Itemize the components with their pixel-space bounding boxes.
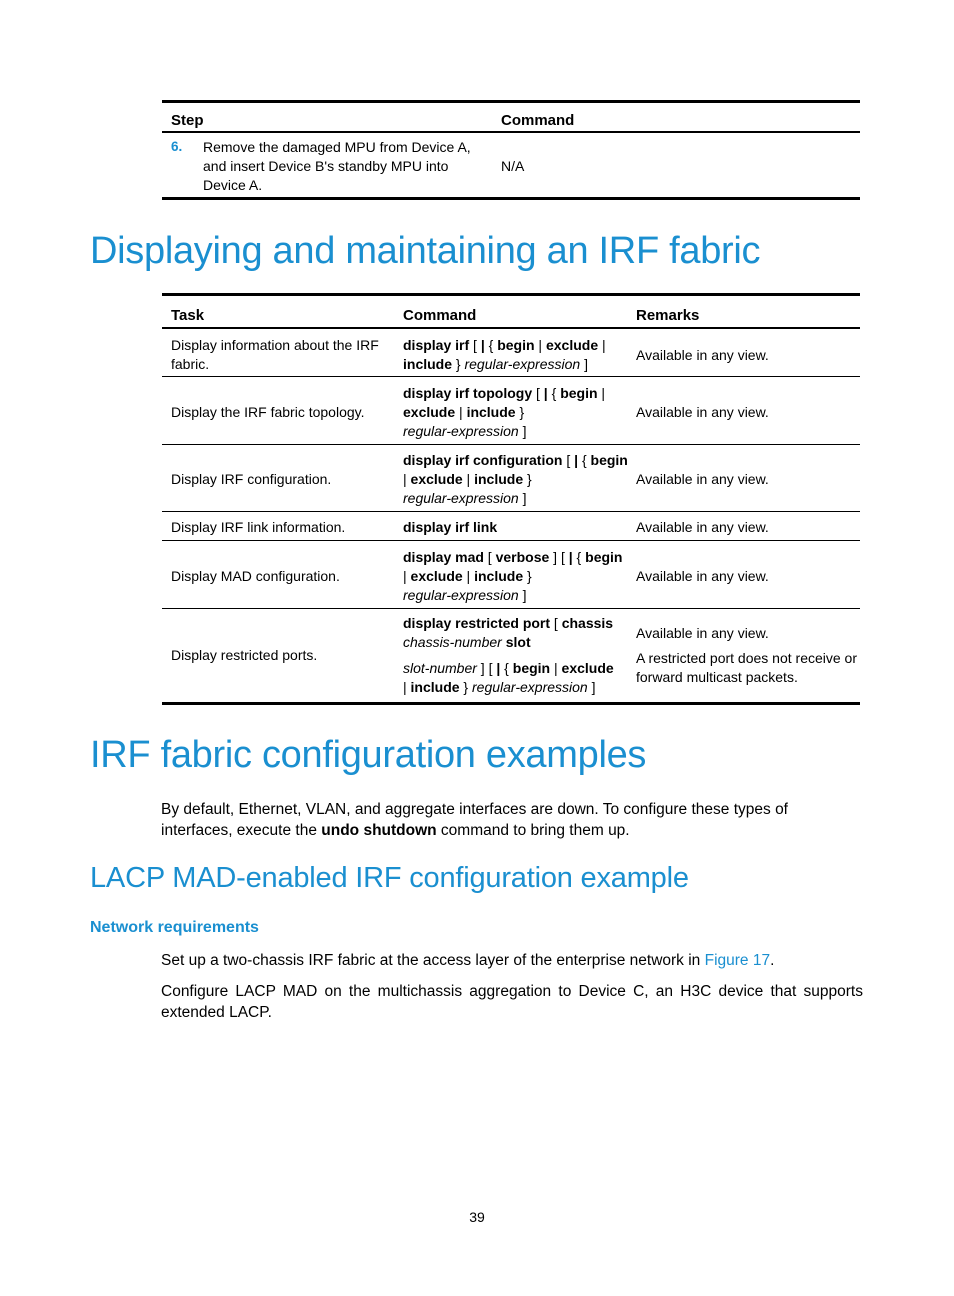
cmd-pipe: | xyxy=(543,385,548,401)
remarks-cell: Available in any view. xyxy=(636,568,769,584)
cmd-punct: | xyxy=(455,404,467,420)
remarks-cell: Available in any view. xyxy=(636,347,769,363)
cmd-keyword: verbose xyxy=(495,549,550,565)
remarks-note: A restricted port does not receive or forward multicast packets. xyxy=(636,650,857,685)
cmd-punct: [ xyxy=(532,385,544,401)
cmd-keyword: exclude xyxy=(410,471,463,487)
cmd-punct: { xyxy=(500,660,513,676)
header-command: Command xyxy=(403,307,477,324)
intro-command: undo shutdown xyxy=(321,822,437,839)
cmd-punct: } xyxy=(523,568,532,584)
cmd-punct: } xyxy=(523,471,532,487)
cmd-pipe: | xyxy=(480,337,485,353)
cmd-punct: | xyxy=(534,337,546,353)
step-command: N/A xyxy=(501,158,525,174)
table-row xyxy=(162,133,860,197)
cmd-keyword: display irf topology xyxy=(403,385,533,401)
cmd-punct: } xyxy=(515,404,525,420)
cmd-argument: regular-expression xyxy=(403,423,519,439)
cmd-keyword: include xyxy=(474,568,524,584)
header-command: Command xyxy=(501,112,575,129)
cmd-pipe: | xyxy=(496,660,501,676)
table-row xyxy=(162,377,860,445)
subsection-title: LACP MAD-enabled IRF configuration example xyxy=(90,862,689,894)
task-cell: Display IRF configuration. xyxy=(171,471,332,487)
cmd-punct: { xyxy=(578,452,591,468)
requirements-paragraph xyxy=(161,950,863,971)
cmd-keyword: begin xyxy=(497,337,535,353)
command-cell xyxy=(403,548,628,605)
step-number: 6. xyxy=(171,139,183,154)
lacp-paragraph: Configure LACP MAD on the multichassis aggregation to Device C, an H3C device that supports extended LACP. xyxy=(161,983,863,1021)
task-cell: Display IRF link information. xyxy=(171,519,346,535)
cmd-keyword: include xyxy=(474,471,524,487)
intro-paragraph xyxy=(161,799,863,841)
cmd-keyword: display irf link xyxy=(403,519,498,535)
intro-text: By default, Ethernet, VLAN, and aggregate interfaces are down. To configure these types of interfaces, execute the xyxy=(161,801,788,839)
page-number: 39 xyxy=(469,1209,485,1225)
figure-link[interactable]: Figure 17 xyxy=(704,952,771,969)
cmd-punct: { xyxy=(572,549,586,565)
req-text: Set up a two-chassis IRF fabric at the access layer of the enterprise network in xyxy=(161,952,705,969)
cmd-punct: | xyxy=(403,471,411,487)
cmd-punct: | xyxy=(598,337,606,353)
cmd-keyword: include xyxy=(403,356,453,372)
cmd-punct: [ xyxy=(483,549,496,565)
step-table xyxy=(162,100,860,200)
cmd-argument: regular-expression xyxy=(472,679,588,695)
cmd-argument: regular-expression xyxy=(403,490,519,506)
remarks-cell: Available in any view. xyxy=(636,519,769,535)
remarks-line: Available in any view. xyxy=(636,625,769,641)
command-cell xyxy=(403,518,628,537)
cmd-punct: ] xyxy=(587,679,596,695)
cmd-punct: | xyxy=(462,568,475,584)
cmd-keyword: exclude xyxy=(561,660,614,676)
cmd-punct: | xyxy=(550,660,562,676)
cmd-punct: } xyxy=(452,356,465,372)
cmd-punct: | xyxy=(597,385,606,401)
section-title: Displaying and maintaining an IRF fabric xyxy=(90,230,761,272)
cmd-keyword: begin xyxy=(560,385,598,401)
cmd-keyword: begin xyxy=(590,452,628,468)
command-cell xyxy=(403,451,628,508)
cmd-punct: } xyxy=(459,679,473,695)
task-table-header xyxy=(162,296,860,329)
cmd-keyword: include xyxy=(410,679,460,695)
cmd-punct: ] [ xyxy=(549,549,569,565)
cmd-keyword: exclude xyxy=(410,568,463,584)
step-table-header xyxy=(162,103,860,133)
remarks-cell xyxy=(636,624,858,687)
cmd-keyword: display irf xyxy=(403,337,470,353)
cmd-keyword: exclude xyxy=(545,337,599,353)
remarks-cell: Available in any view. xyxy=(636,404,769,420)
task-cell: Display information about the IRF fabric. xyxy=(171,337,379,372)
cmd-punct: ] xyxy=(518,490,527,506)
cmd-pipe: | xyxy=(568,549,573,565)
cmd-punct: ] xyxy=(518,587,527,603)
table-row xyxy=(162,445,860,512)
cmd-punct: | xyxy=(462,471,475,487)
cmd-argument: regular-expression xyxy=(403,587,519,603)
command-cell xyxy=(403,384,628,441)
command-cell xyxy=(403,614,628,697)
cmd-argument: slot-number xyxy=(403,660,477,676)
cmd-punct: [ xyxy=(550,615,562,631)
task-table xyxy=(162,293,860,705)
header-remarks: Remarks xyxy=(636,307,700,324)
table-row xyxy=(162,512,860,541)
cmd-punct: [ xyxy=(469,337,481,353)
task-cell: Display restricted ports. xyxy=(171,647,318,663)
cmd-punct: ] [ xyxy=(476,660,497,676)
command-cell xyxy=(403,336,628,374)
task-cell: Display MAD configuration. xyxy=(171,568,340,584)
network-requirements-heading: Network requirements xyxy=(90,919,259,936)
cmd-keyword: begin xyxy=(585,549,623,565)
step-description: Remove the damaged MPU from Device A, and insert Device B's standby MPU into Device A. xyxy=(203,139,471,193)
cmd-punct: | xyxy=(403,568,411,584)
cmd-keyword: chassis xyxy=(561,615,614,631)
cmd-keyword: display restricted port xyxy=(403,615,551,631)
cmd-punct: ] xyxy=(518,423,527,439)
cmd-argument: chassis-number xyxy=(403,634,502,650)
cmd-punct: { xyxy=(484,337,498,353)
req-text: . xyxy=(770,952,775,969)
cmd-keyword: include xyxy=(466,404,516,420)
cmd-pipe: | xyxy=(574,452,579,468)
cmd-argument: regular-expression xyxy=(464,356,581,372)
cmd-keyword: display irf configuration xyxy=(403,452,563,468)
header-task: Task xyxy=(171,307,205,324)
header-step: Step xyxy=(171,112,204,129)
table-row xyxy=(162,609,860,702)
cmd-keyword: slot xyxy=(505,634,531,650)
section-title: IRF fabric configuration examples xyxy=(90,734,647,776)
task-cell: Display the IRF fabric topology. xyxy=(171,404,365,420)
table-row xyxy=(162,329,860,377)
cmd-keyword: display mad xyxy=(403,549,484,565)
cmd-punct: ] xyxy=(580,356,588,372)
cmd-keyword: begin xyxy=(512,660,551,676)
cmd-punct: [ xyxy=(562,452,575,468)
intro-text: command to bring them up. xyxy=(436,822,630,839)
remarks-cell: Available in any view. xyxy=(636,471,769,487)
cmd-punct: { xyxy=(547,385,561,401)
cmd-punct: | xyxy=(403,679,411,695)
table-row xyxy=(162,541,860,609)
cmd-keyword: exclude xyxy=(403,404,456,420)
